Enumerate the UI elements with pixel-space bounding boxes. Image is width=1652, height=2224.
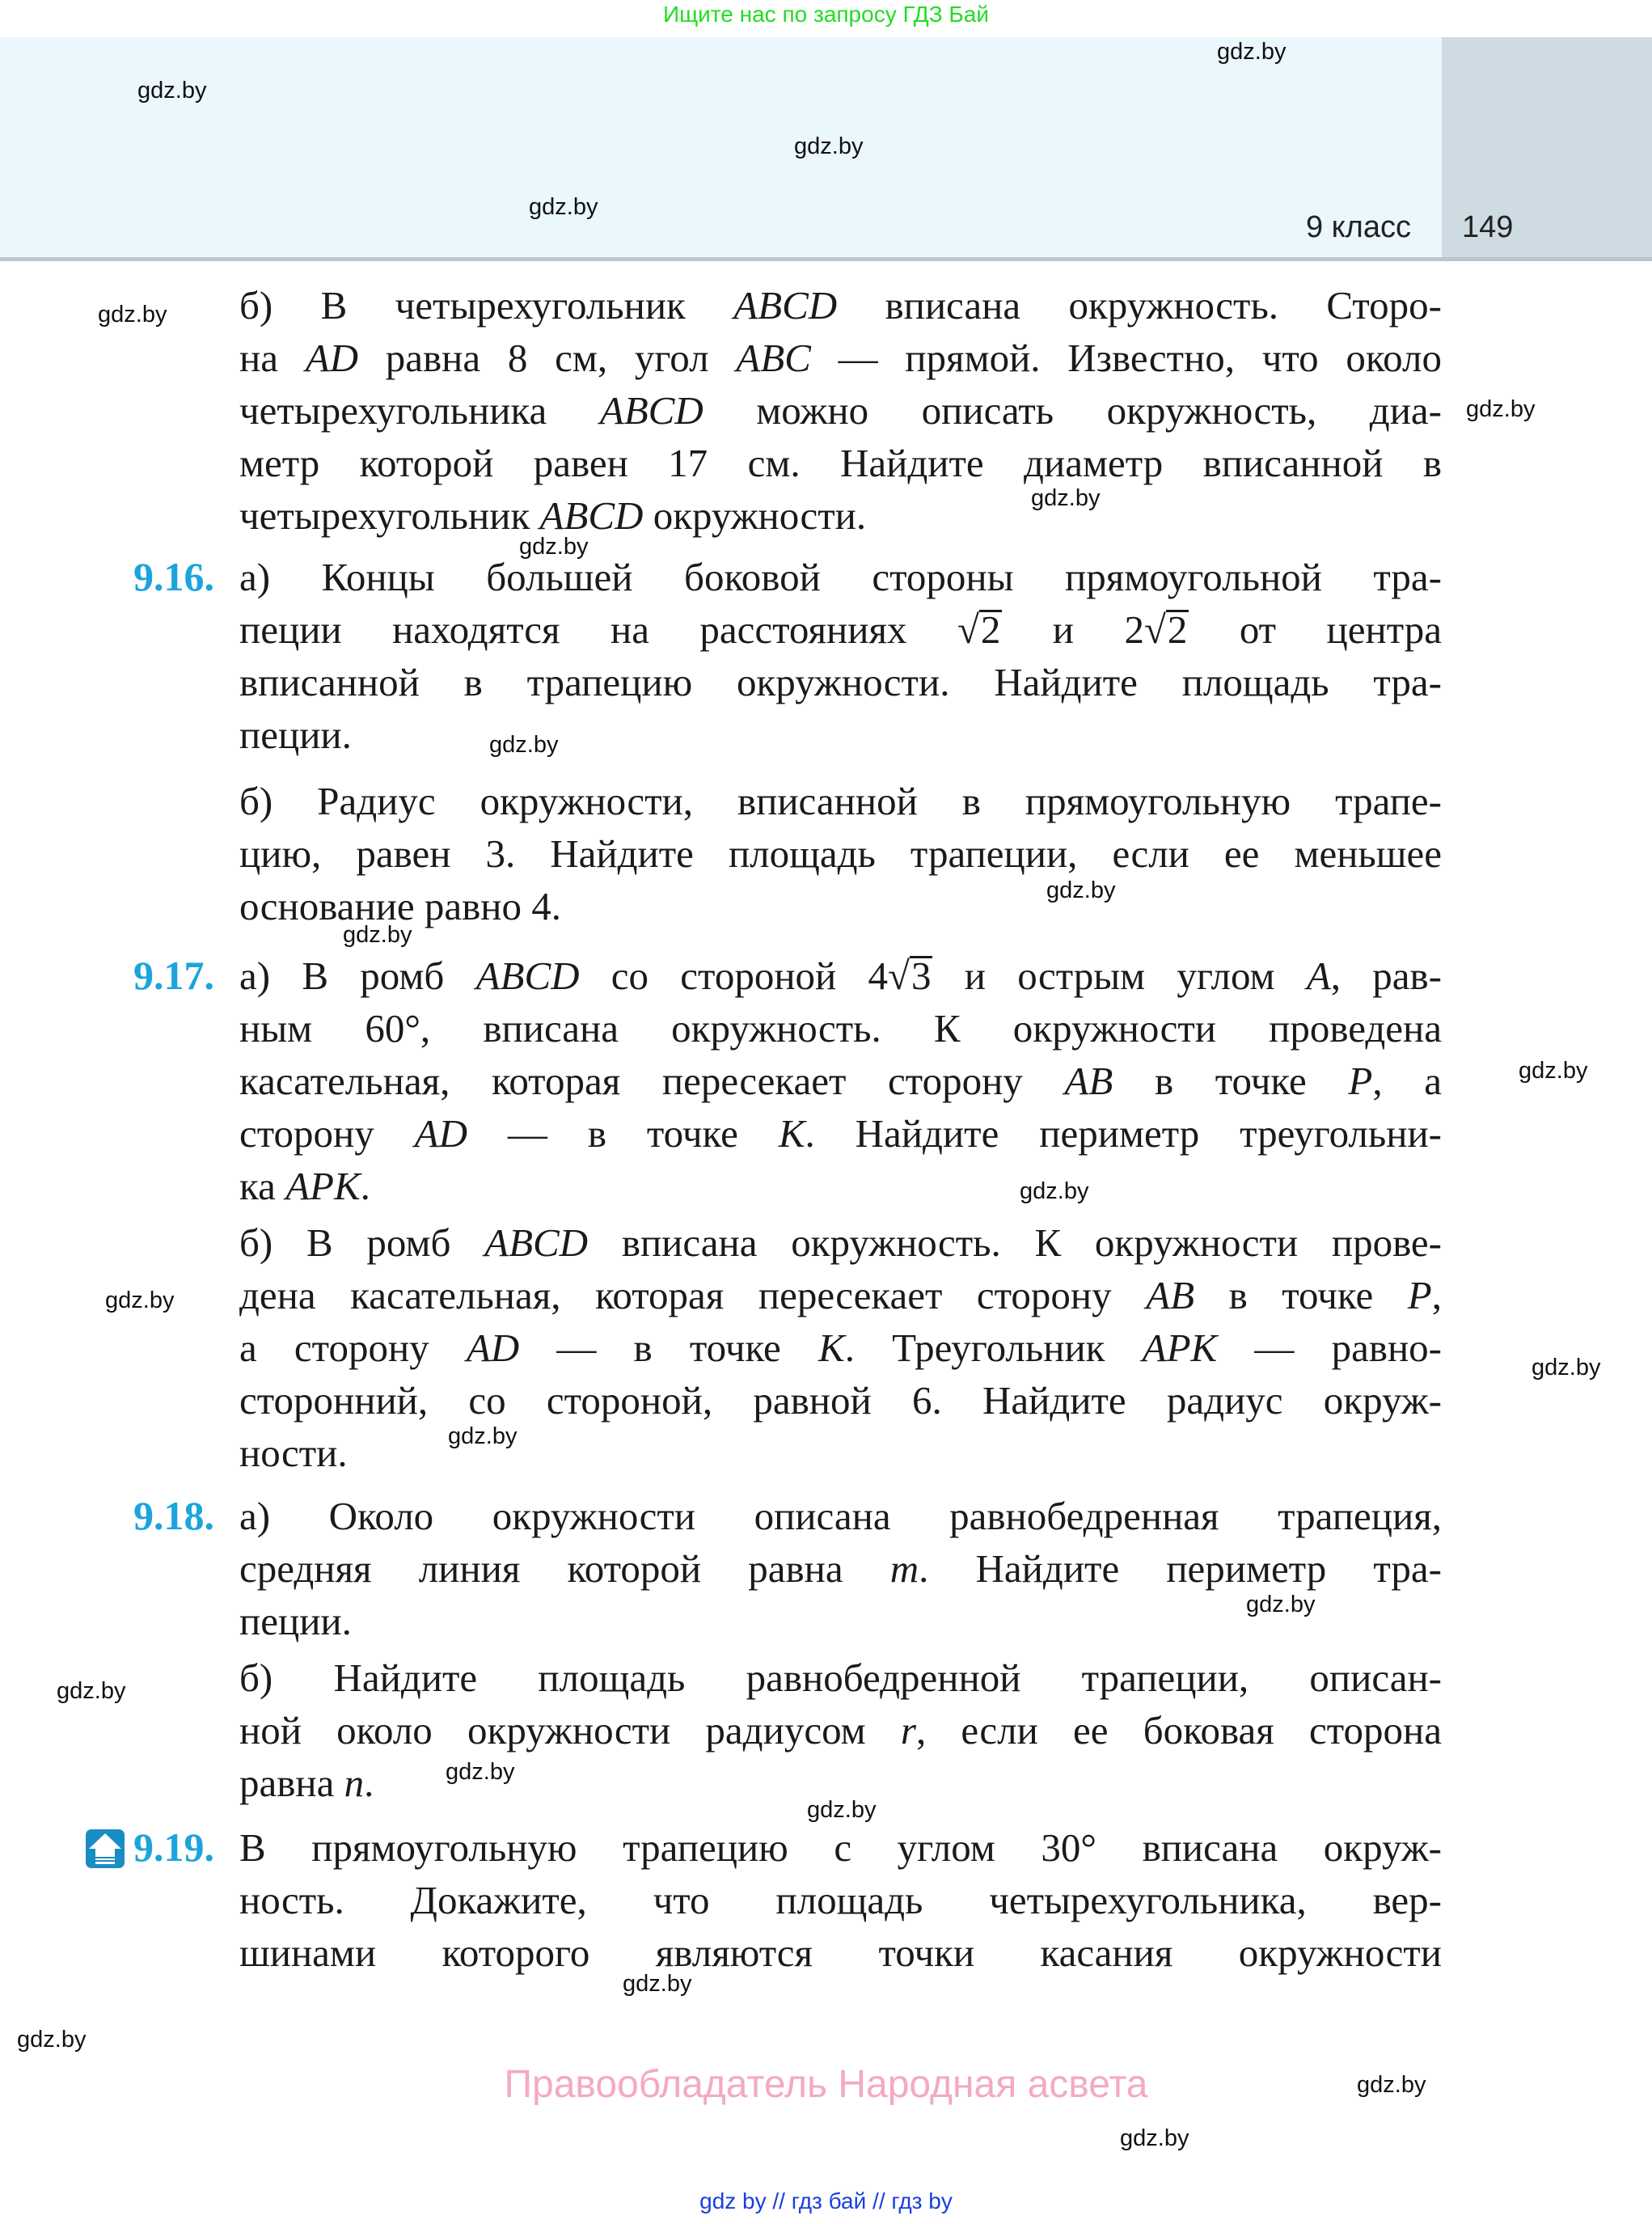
watermark: gdz.by [446, 1759, 515, 1785]
watermark: gdz.by [1031, 485, 1101, 511]
watermark: gdz.by [57, 1678, 126, 1704]
text-line: б) В четырехугольник ABCD вписана окружность. Сторо- [239, 283, 1442, 328]
text-line: основание равно 4. [239, 884, 561, 928]
problem-number: 9.16. [133, 554, 214, 599]
watermark: gdz.by [98, 302, 167, 328]
text-line: ным 60°, вписана окружность. К окружности проведена [239, 1006, 1442, 1051]
problem-number: 9.18. [133, 1493, 214, 1538]
watermark: gdz.by [1466, 396, 1536, 422]
watermark: gdz.by [519, 534, 589, 560]
text-line: б) Найдите площадь равнобедренной трапеции, описан- [239, 1655, 1442, 1700]
math-variable: r [900, 1708, 916, 1753]
watermark: gdz.by [1532, 1355, 1601, 1380]
copyright-owner: Правообладатель Народная асвета [504, 2063, 1148, 2106]
text-line: дена касательная, которая пересекает сторону AB в точке P, [239, 1273, 1442, 1317]
text-line: цию, равен 3. Найдите площадь трапеции, если ее меньшее [239, 831, 1442, 876]
text-line: а) Около окружности описана равнобедренная трапеция, [239, 1494, 1442, 1538]
watermark: gdz.by [1217, 39, 1287, 65]
watermark: gdz.by [1120, 2125, 1189, 2151]
watermark: gdz.by [448, 1423, 518, 1449]
problem-number: 9.17. [133, 953, 214, 998]
radicand: 3 [911, 953, 932, 998]
watermark: gdz.by [623, 1971, 692, 1997]
problem-number: 9.19. [133, 1824, 214, 1870]
watermark: gdz.by [105, 1287, 175, 1313]
text-line: ности. [239, 1431, 348, 1475]
problem-9-17-b [239, 1216, 1442, 1479]
text-line: а) В ромб ABCD со стороной 4√3 и острым углом A, рав- [239, 949, 1442, 1002]
page-number: 149 [1462, 210, 1514, 244]
square-root [957, 603, 1002, 656]
math-variable: P [1348, 1059, 1373, 1103]
text-line: шинами которого являются точки касания окружности [239, 1930, 1442, 1975]
math-variable: m [889, 1546, 919, 1591]
math-variable: AD [414, 1111, 467, 1156]
math-variable: K [818, 1326, 845, 1370]
search-hint: Ищите нас по запросу ГДЗ Бай [662, 2, 990, 27]
text-line: б) В ромб ABCD вписана окружность. К окружности прове- [239, 1220, 1442, 1265]
grade-label: 9 класс [1305, 210, 1411, 244]
problem-9-18-b [239, 1651, 1442, 1809]
watermark: gdz.by [1357, 2072, 1426, 2098]
problem-9-16-a [239, 551, 1442, 761]
problem-9-17-a [239, 949, 1442, 1212]
square-root [1144, 603, 1189, 656]
watermark: gdz.by [1020, 1178, 1089, 1204]
watermark: gdz.by [807, 1797, 877, 1823]
math-variable: AB [1064, 1059, 1113, 1103]
math-variable: APK [285, 1164, 361, 1208]
text-line: средняя линия которой равна m. Найдите периметр тра- [239, 1546, 1442, 1591]
math-variable: AD [466, 1326, 520, 1370]
problem-9-16-b [239, 775, 1442, 932]
text-line: ность. Докажите, что площадь четырехугольника, вер- [239, 1878, 1442, 1922]
text-line: четырехугольник ABCD окружности. [239, 493, 867, 538]
math-variable: ABCD [733, 283, 838, 328]
watermark: gdz.by [1519, 1058, 1588, 1084]
text-line: пеции. [239, 712, 352, 757]
text-line: а) Концы большей боковой стороны прямоугольной тра- [239, 555, 1442, 599]
math-variable: K [778, 1111, 805, 1156]
watermark: gdz.by [489, 732, 559, 758]
watermark: gdz.by [17, 2027, 87, 2053]
watermark: gdz.by [1246, 1592, 1316, 1617]
text-line: сторону AD — в точке K. Найдите периметр треугольни- [239, 1111, 1442, 1156]
watermark: gdz.by [1046, 877, 1116, 903]
watermark: gdz.by [137, 78, 207, 104]
text-line: равна n. [239, 1761, 374, 1805]
radicand: 2 [1167, 607, 1188, 652]
math-variable: n [344, 1761, 365, 1805]
text-line: пеции находятся на расстояниях √2 и 2√2 от центра [239, 603, 1442, 656]
math-variable: A [1306, 953, 1331, 998]
radical-sign-icon: √ [957, 607, 979, 652]
text-line: б) Радиус окружности, вписанной в прямоугольную трапе- [239, 779, 1442, 823]
math-variable: ABCD [484, 1220, 589, 1265]
radical-sign-icon: √ [1143, 607, 1166, 652]
up-arrow-icon [86, 1829, 125, 1868]
header-band [0, 37, 1442, 259]
text-line: а сторону AD — в точке K. Треугольник APK — равно- [239, 1326, 1442, 1370]
text-line: сторонний, со стороной, равной 6. Найдите радиус окруж- [239, 1378, 1442, 1423]
text-line: метр которой равен 17 см. Найдите диаметр вписанной в [239, 441, 1442, 485]
math-variable: APK [1142, 1326, 1218, 1370]
radicand: 2 [980, 607, 1001, 652]
text-line: четырехугольника ABCD можно описать окружность, диа- [239, 388, 1442, 433]
square-root [888, 949, 932, 1002]
math-variable: AD [305, 336, 359, 380]
math-variable: P [1407, 1273, 1432, 1317]
text-line: касательная, которая пересекает сторону AB в точке P, а [239, 1059, 1442, 1103]
text-line: вписанной в трапецию окружности. Найдите площадь тра- [239, 660, 1442, 704]
math-variable: ABCD [599, 388, 703, 433]
math-variable: AB [1146, 1273, 1195, 1317]
watermark: gdz.by [343, 922, 412, 948]
problem-9-18-a [239, 1490, 1442, 1647]
text-line: В прямоугольную трапецию с углом 30° вписана окруж- [239, 1825, 1442, 1870]
problem-9-15-b [239, 279, 1442, 542]
watermark: gdz.by [529, 194, 598, 220]
footer-links[interactable]: gdz by // гдз бай // гдз by [699, 2188, 953, 2213]
text-line: пеции. [239, 1599, 352, 1643]
math-variable: ABCD [475, 953, 580, 998]
text-line: ка APK. [239, 1164, 370, 1208]
text-line: ной около окружности радиусом r, если ее боковая сторона [239, 1708, 1442, 1753]
header-divider [0, 257, 1652, 261]
math-variable: ABCD [539, 493, 644, 538]
math-variable: ABC [736, 336, 811, 380]
text-line: на AD равна 8 см, угол ABC — прямой. Известно, что около [239, 336, 1442, 380]
watermark: gdz.by [794, 133, 864, 159]
problem-9-19 [239, 1821, 1442, 1979]
radical-sign-icon: √ [888, 953, 910, 998]
